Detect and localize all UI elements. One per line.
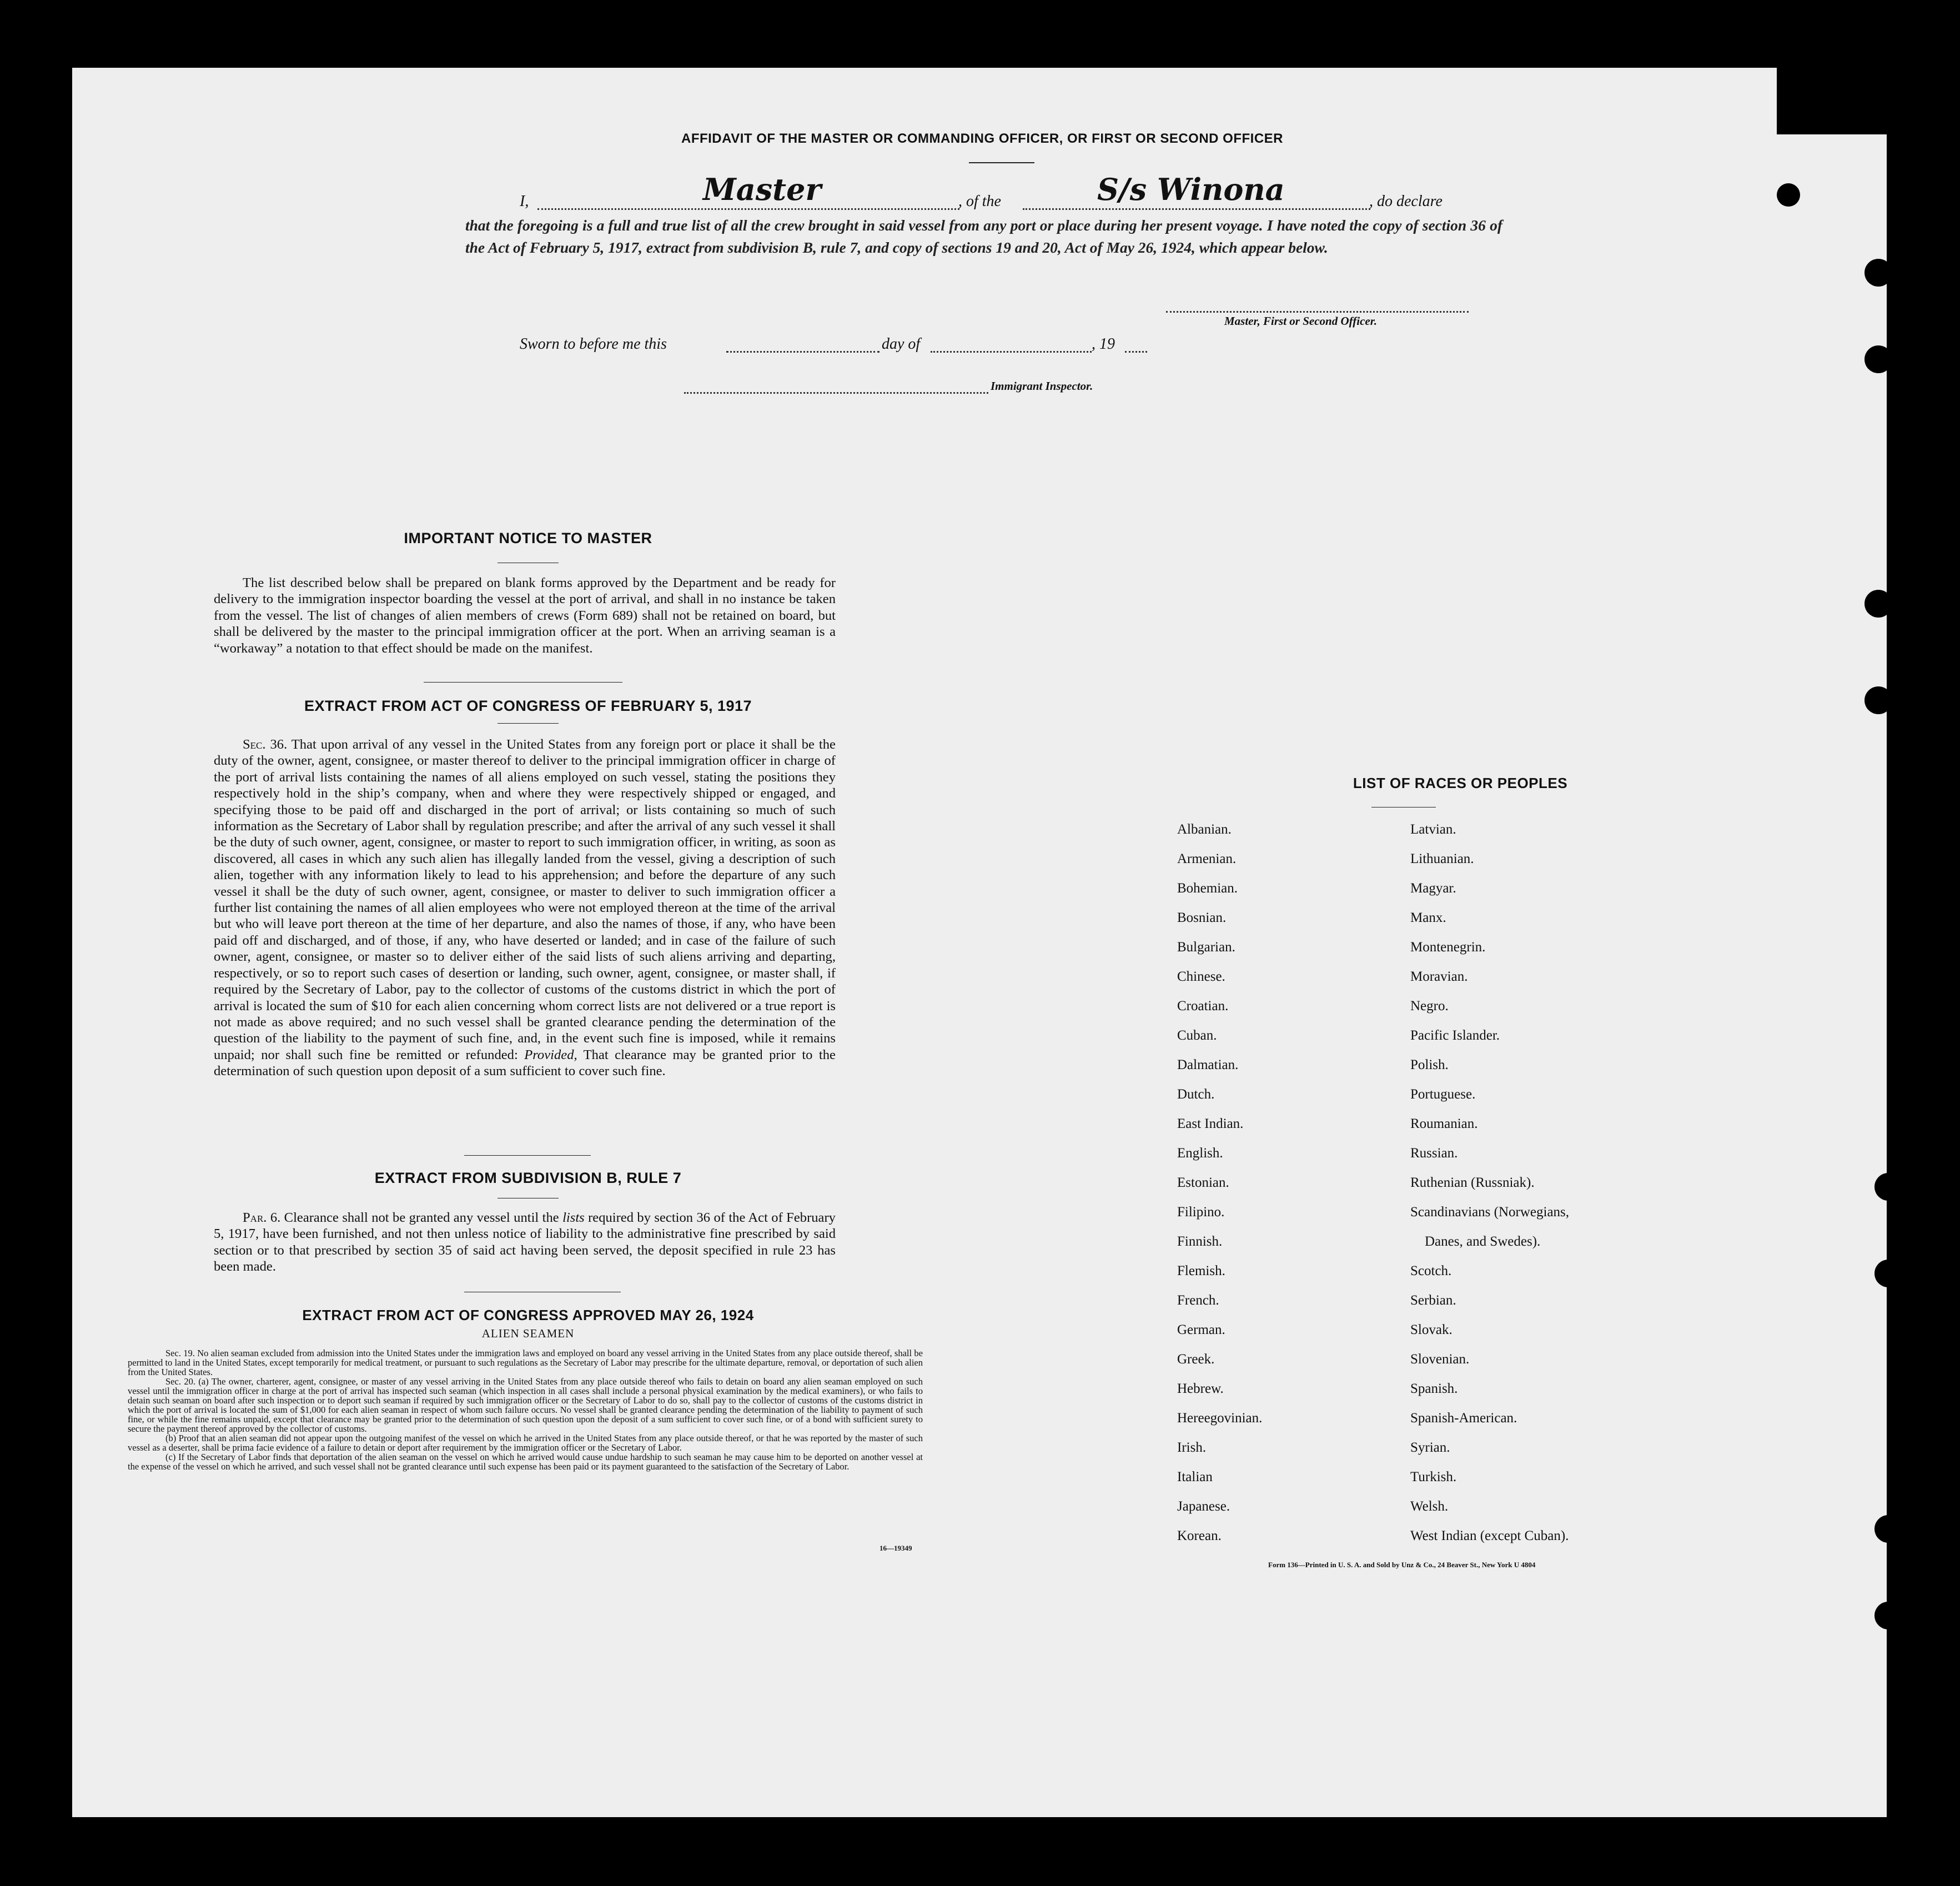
race-left: Korean. xyxy=(1177,1528,1222,1543)
race-right: Slovak. xyxy=(1410,1322,1453,1337)
race-row xyxy=(1177,1411,1658,1440)
race-right: Spanish-American. xyxy=(1410,1411,1517,1426)
sec-36-text: That upon arrival of any vessel in the United States from any foreign port or place it shall be the duty of the owner, agent, consignee, or master thereof to deliver to the principal immigration officer in charge of the port of arrival lists containing the names of all aliens employed on such vessel, stating the positions they respectively hold in the ship’s company, when and where they were respectively shipped or engaged, and specifying those to be paid off and discharged in the port of arrival; or lists containing so much of such information as the Secretary of Labor shall by regulation prescribe; and after the arrival of any such vessel it shall be the duty of such owner, agent, consignee, or master to report to such immigration officer, in writing, as soon as discovered, all cases in which any such alien has illegally landed from the vessel, giving a description of such alien, together with any information likely to lead to his apprehension; and before the departure of any such vessel it shall be the duty of such owner, agent, consignee, or master to deliver to such immigration officer a further list containing the names of all alien employees who were not employed thereon at the time of the arrival but who will leave port thereon at the time of her departure, and also the names of those, if any, who have been paid off and discharged, and of those, if any, who have deserted or landed; and in case of the failure of such owner, agent, consignee, or master so to deliver either of the said lists of such aliens arriving and departing, respectively, or so to report such cases of desertion or landing, such owner, agent, consignee, or master shall, if required by the Secretary of Labor, pay to the collector of customs of the customs district in which the port of arrival is located the sum of $10 for each alien concerning whom correct lists are not delivered or a true report is not made as above required; and no such vessel shall be granted clearance pending the determination of the question of the liability to the payment of such fine, and, in the event such fine is imposed, while it remains unpaid; nor shall such fine be remitted or refunded: xyxy=(214,737,836,1062)
race-row xyxy=(1177,1263,1658,1293)
extract-rule7-body xyxy=(214,1210,836,1275)
punch-hole xyxy=(1874,1260,1902,1287)
par-6-label: Par. 6. xyxy=(243,1210,281,1225)
race-left: Italian xyxy=(1177,1469,1213,1484)
race-row xyxy=(1177,1146,1658,1175)
race-right: Polish. xyxy=(1410,1057,1449,1072)
race-row xyxy=(1177,851,1658,881)
race-left: Hereegovinian. xyxy=(1177,1411,1263,1426)
race-left: Estonian. xyxy=(1177,1175,1229,1190)
race-right: Negro. xyxy=(1410,999,1449,1014)
race-left: Bohemian. xyxy=(1177,881,1238,896)
race-right: Welsh. xyxy=(1410,1499,1449,1514)
race-row xyxy=(1177,940,1658,969)
sworn-label: Sworn to before me this xyxy=(520,335,667,353)
race-row xyxy=(1177,1499,1658,1528)
race-right: Latvian. xyxy=(1410,822,1456,837)
notice-heading: IMPORTANT NOTICE TO MASTER xyxy=(404,530,652,546)
race-right: Magyar. xyxy=(1410,881,1456,896)
sec-36-label: Sec. 36. xyxy=(243,737,288,752)
race-right: Lithuanian. xyxy=(1410,851,1474,866)
punch-hole xyxy=(1864,590,1892,618)
race-row xyxy=(1177,1293,1658,1322)
provided-word: Provided, xyxy=(524,1047,577,1062)
signature-caption: Master, First or Second Officer. xyxy=(1224,314,1377,328)
punch-hole xyxy=(1874,1602,1902,1629)
race-right: Scotch. xyxy=(1410,1263,1452,1278)
race-left: German. xyxy=(1177,1322,1225,1337)
alien-seamen-subheading: ALIEN SEAMEN xyxy=(481,1327,575,1340)
affidavit-i: I, xyxy=(520,193,529,210)
race-right: Ruthenian (Russniak). xyxy=(1410,1175,1535,1190)
race-left: Greek. xyxy=(1177,1352,1215,1367)
sworn-day-line xyxy=(726,335,880,353)
sworn-year-line xyxy=(1125,335,1147,353)
par-6-text-a: Clearance shall not be granted any vessel until the xyxy=(284,1210,559,1225)
affidavit-of-the: , of the xyxy=(958,193,1001,210)
par-6-text-b: required by section 36 of the Act of February 5, 1917, have been furnished, and not then unless notice of liability to the administrative fine prescribed by said section or to that prescribed by section 35 of said act having been served, the deposit specified in rule 23 has been made. xyxy=(214,1210,836,1275)
race-row xyxy=(1177,1205,1658,1234)
race-row xyxy=(1177,1234,1658,1263)
name-handwritten: Master xyxy=(703,172,821,207)
sec-20b-text: (b) Proof that an alien seaman did not appear upon the outgoing manifest of the vessel on which he arrived in the United States from any place outside thereof, or that he was reported by the master of such vessel as a deserter, shall be prima facie evidence of a failure to detain or deport after requirement by the immigration officer or the Secretary of Labor. xyxy=(128,1433,923,1453)
form-footer: Form 136—Printed in U. S. A. and Sold by Unz & Co., 24 Beaver St., New York U 4804 xyxy=(1268,1561,1536,1569)
race-row xyxy=(1177,1352,1658,1381)
signature-line xyxy=(1166,300,1469,313)
sworn-line xyxy=(520,331,1186,359)
vessel-handwritten: S/s Winona xyxy=(1097,172,1285,207)
race-right: Moravian. xyxy=(1410,969,1468,984)
extract-rule7-heading: EXTRACT FROM SUBDIVISION B, RULE 7 xyxy=(374,1170,682,1186)
race-right: Turkish. xyxy=(1410,1469,1457,1484)
divider xyxy=(464,1155,591,1156)
race-left: Japanese. xyxy=(1177,1499,1230,1514)
race-right: Danes, and Swedes). xyxy=(1425,1234,1541,1249)
race-left: Irish. xyxy=(1177,1440,1207,1455)
extract-1917-heading: EXTRACT FROM ACT OF CONGRESS OF FEBRUARY 5, 1917 xyxy=(304,698,752,714)
race-left: Albanian. xyxy=(1177,822,1232,837)
race-left: Armenian. xyxy=(1177,851,1237,866)
punch-hole xyxy=(1864,686,1892,714)
race-right: Portuguese. xyxy=(1410,1087,1476,1102)
notice-body: The list described below shall be prepared on blank forms approved by the Department and be ready for delivery to the immigration inspector boarding the vessel at the port of arrival, and shall in no instance be taken from the vessel. The list of changes of alien members of crews (Form 689) shall not be retained on board, but shall be delivered by the master to the principal immigration officer at the port. When an arriving seaman is a “workaway” a notation to that effect should be made on the manifest. xyxy=(214,575,836,656)
inspector-line xyxy=(684,381,988,394)
punch-hole xyxy=(1864,259,1892,287)
affidavit-body: that the foregoing is a full and true list of all the crew brought in said vessel from any port or place during her present voyage. I have noted the copy of section 36 of the Act of February 5, 1917, extract from subdivision B, rule 7, and copy of sections 19 and 20, Act of May 26, 1924, which appear below. xyxy=(465,217,1502,256)
divider xyxy=(969,162,1034,163)
race-left: Bulgarian. xyxy=(1177,940,1235,955)
race-row xyxy=(1177,1322,1658,1352)
race-left: Chinese. xyxy=(1177,969,1225,984)
divider xyxy=(497,723,559,724)
punch-hole xyxy=(1874,1515,1902,1543)
race-right: West Indian (except Cuban). xyxy=(1410,1528,1569,1543)
race-left: Dutch. xyxy=(1177,1087,1215,1102)
print-code: 16—19349 xyxy=(880,1544,912,1552)
race-left: Croatian. xyxy=(1177,999,1229,1014)
sec-20c-text: (c) If the Secretary of Labor finds that deportation of the alien seaman on the vessel on which he arrived would cause undue hardship to such seaman he may cause him to be deported on another vessel at the expense of the vessel on which he arrived, and such vessel shall not be granted clearance until such expense has been paid or its payment guaranteed to the satisfaction of the Secretary of Labor. xyxy=(128,1452,923,1472)
race-right: Manx. xyxy=(1410,910,1446,925)
race-row xyxy=(1177,1028,1658,1057)
punch-hole xyxy=(1874,1173,1902,1201)
lists-word: lists xyxy=(562,1210,585,1225)
extract-1917-body xyxy=(214,736,836,1080)
race-left: Cuban. xyxy=(1177,1028,1217,1043)
race-row xyxy=(1177,1175,1658,1205)
race-row xyxy=(1177,1087,1658,1116)
affidavit-heading: AFFIDAVIT OF THE MASTER OR COMMANDING OFFICER, OR FIRST OR SECOND OFFICER xyxy=(681,131,1284,146)
punch-hole xyxy=(1864,345,1892,373)
race-row xyxy=(1177,1116,1658,1146)
race-row xyxy=(1177,1440,1658,1469)
extract-1924-body xyxy=(128,1348,923,1471)
race-row xyxy=(1177,910,1658,940)
sec-20a-text: Sec. 20. (a) The owner, charterer, agent, consignee, or master of any vessel arriving in the United States from any place outside thereof who fails to detain on board any alien seaman employed on such vessel until the immigration officer in charge at the port of arrival has inspected such seaman (which inspection in all cases shall include a personal physical examination by the medical examiners), or who fails to detain such seaman on board after such inspection or to deport such seaman if required by such immigration officer or the Secretary of Labor to do so, shall pay to the collector of customs of the customs district in which the port of arrival is located the sum of $1,000 for each alien seaman in respect of whom such failure occurs. No vessel shall be granted clearance pending the determination of the liability to payment of such fine, or while the fine remains unpaid, except that clearance may be granted prior to the determination of such question upon the deposit of a sum sufficient to cover such fine, or of a bond with sufficient surety to secure the payment thereof approved by the collector of customs. xyxy=(128,1376,923,1434)
race-right: Russian. xyxy=(1410,1146,1458,1161)
race-right: Syrian. xyxy=(1410,1440,1450,1455)
race-left: English. xyxy=(1177,1146,1223,1161)
day-of-label: day of xyxy=(882,335,921,353)
race-right: Slovenian. xyxy=(1410,1352,1470,1367)
affidavit-first-line xyxy=(520,172,1502,219)
race-left: Hebrew. xyxy=(1177,1381,1224,1396)
sec-19-text: Sec. 19. No alien seaman excluded from admission into the United States under the immigration laws and employed on board any vessel arriving in the United States from any place outside thereof, shall be permitted to land in the United States, except temporarily for medical treatment, or pursuant to such regulations as the Secretary of Labor may prescribe for the ultimate departure, removal, or deportation of such alien from the United States. xyxy=(128,1348,923,1377)
race-left: Bosnian. xyxy=(1177,910,1227,925)
race-right: Pacific Islander. xyxy=(1410,1028,1500,1043)
scan-border-shadow xyxy=(1777,68,1887,134)
year-label: , 19 xyxy=(1092,335,1115,353)
race-left: East Indian. xyxy=(1177,1116,1244,1131)
race-right: Serbian. xyxy=(1410,1293,1456,1308)
affidavit-do-declare: , do declare xyxy=(1369,193,1443,210)
race-row xyxy=(1177,881,1658,910)
race-right: Spanish. xyxy=(1410,1381,1458,1396)
race-row xyxy=(1177,999,1658,1028)
race-row xyxy=(1177,969,1658,999)
race-left: Filipino. xyxy=(1177,1205,1225,1220)
divider xyxy=(424,682,622,683)
race-right: Montenegrin. xyxy=(1410,940,1486,955)
race-left: Flemish. xyxy=(1177,1263,1225,1278)
sworn-month-line xyxy=(931,335,1092,353)
race-right: Scandinavians (Norwegians, xyxy=(1410,1205,1570,1220)
punch-hole xyxy=(1777,183,1800,207)
race-row xyxy=(1177,1528,1658,1558)
race-left: Dalmatian. xyxy=(1177,1057,1239,1072)
race-left: French. xyxy=(1177,1293,1219,1308)
races-heading: LIST OF RACES OR PEOPLES xyxy=(1353,775,1568,791)
race-left: Finnish. xyxy=(1177,1234,1223,1249)
inspector-caption: Immigrant Inspector. xyxy=(991,379,1093,393)
extract-1924-heading: EXTRACT FROM ACT OF CONGRESS APPROVED MAY 26, 1924 xyxy=(302,1307,754,1323)
provided-text: That clearance may be granted prior to the determination of such question upon deposit of a sum sufficient to cover such fine. xyxy=(214,1047,836,1079)
race-right: Roumanian. xyxy=(1410,1116,1478,1131)
race-row xyxy=(1177,822,1658,851)
race-row xyxy=(1177,1381,1658,1411)
races-table xyxy=(1177,822,1658,1558)
race-row xyxy=(1177,1469,1658,1499)
race-row xyxy=(1177,1057,1658,1087)
